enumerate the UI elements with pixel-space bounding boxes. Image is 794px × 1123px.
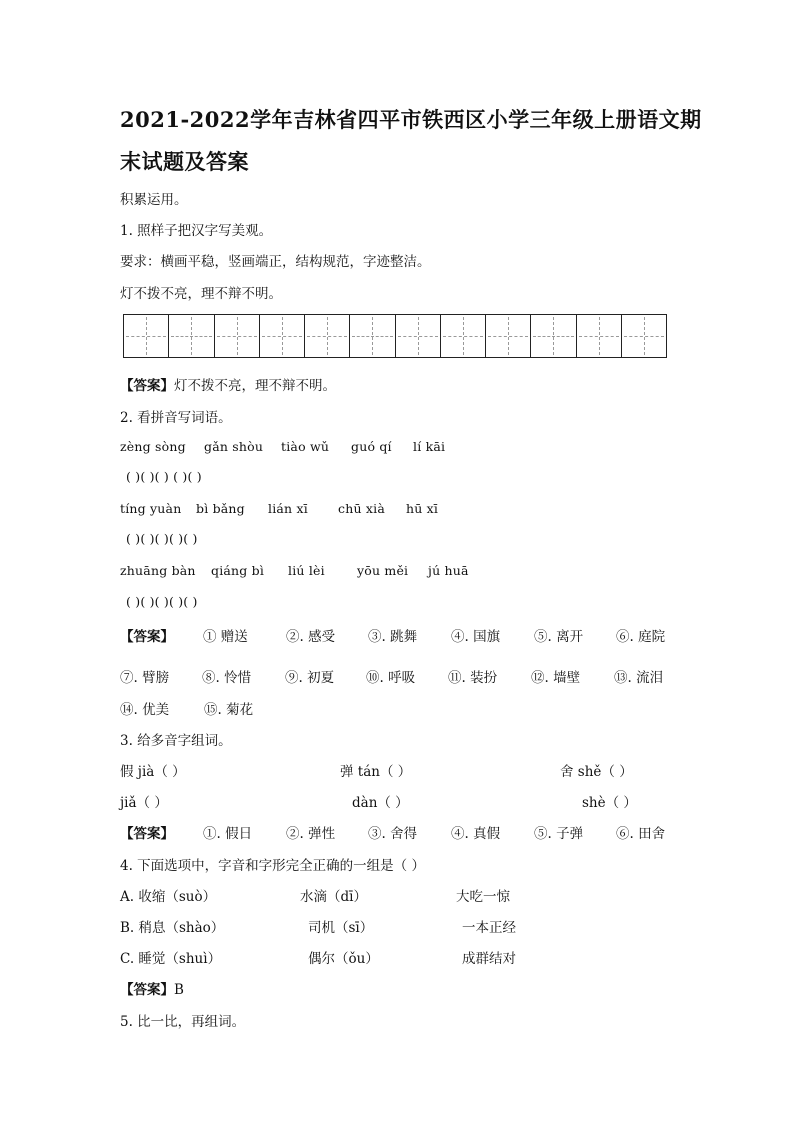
polyphone-item: 弹 tán（ ） [340,764,412,780]
grid-cell [531,315,576,357]
answer-item: ① 赠送 [203,629,248,645]
blank-row: ( )( )( )( )( ) [126,531,198,546]
pinyin: hū xī [406,501,439,516]
pinyin: gǎn shòu [204,439,264,454]
grid-cell [124,315,169,357]
section-heading: 积累运用。 [120,192,188,208]
blank-row: ( )( )( ) ( )( ) [126,469,202,484]
option-c-word: 成群结对 [462,951,516,967]
answer-item: ⑤. 子弹 [534,826,584,842]
pinyin: qiáng bì [211,563,265,578]
option-b-word: 司机（sī） [308,920,374,936]
q2-title: 2. 看拼音写词语。 [120,410,232,426]
pinyin: zhuāng bàn [120,563,196,578]
pinyin: liú lèi [288,563,325,578]
option-a: A. 收缩（suò） [120,889,217,905]
answer-text: B [174,982,184,998]
q1-sample: 灯不拨不亮，理不辩不明。 [120,286,282,302]
grid-cell [486,315,531,357]
grid-cell [260,315,305,357]
writing-grid [123,314,667,358]
polyphone-item: 假 jià（ ） [120,764,186,780]
pinyin: jú huā [428,563,469,578]
option-b-word: 一本正经 [462,920,516,936]
answer-item: ⑧. 怜惜 [202,670,252,686]
answer-item: ⑮. 菊花 [204,702,254,718]
answer-item: ⑨. 初夏 [285,670,335,686]
blank-row: ( )( )( )( )( ) [126,594,198,609]
answer-tag: 【答案】 [120,378,174,394]
answer-item: ⑬. 流泪 [614,670,664,686]
grid-cell [305,315,350,357]
option-b: B. 稍息（shào） [120,920,225,936]
answer-item: ⑥. 庭院 [616,629,666,645]
option-c: C. 睡觉（shuì） [120,951,222,967]
answer-item: ①. 假日 [203,826,253,842]
polyphone-item: dàn（ ） [352,795,409,811]
answer-item: ②. 感受 [286,629,336,645]
option-c-word: 偶尔（ǒu） [308,951,379,967]
q3-title: 3. 给多音字组词。 [120,733,232,749]
page-title-cont: 末试题及答案 [120,149,249,174]
answer-item: ⑦. 臂膀 [120,670,170,686]
answer-tag: 【答案】 [120,982,174,998]
q1-requirement: 要求：横画平稳，竖画端正，结构规范，字迹整洁。 [120,254,431,270]
pinyin: chū xià [338,501,385,516]
answer-tag: 【答案】 [120,826,174,842]
answer-item: ④. 国旗 [451,629,501,645]
grid-cell [441,315,486,357]
polyphone-item: 舍 shě（ ） [560,764,633,780]
grid-cell [215,315,260,357]
answer-item: ⑭. 优美 [120,702,170,718]
pinyin: guó qí [351,439,392,454]
option-a-word: 大吃一惊 [456,889,510,905]
q4-title: 4. 下面选项中，字音和字形完全正确的一组是（ ） [120,858,425,874]
polyphone-item: jiǎ（ ） [120,795,168,811]
grid-cell [577,315,622,357]
pinyin: lí kāi [413,439,446,454]
option-a-word: 水滴（dī） [300,889,367,905]
pinyin: bì bǎng [196,501,245,516]
q1-title: 1. 照样子把汉字写美观。 [120,223,273,239]
answer-item: ⑫. 墙壁 [531,670,581,686]
answer-item: ④. 真假 [451,826,501,842]
q5-title: 5. 比一比，再组词。 [120,1014,246,1030]
page-title: 2021-2022学年吉林省四平市铁西区小学三年级上册语文期 [120,107,702,132]
q4-answer [120,978,184,998]
grid-cell [396,315,441,357]
pinyin: tiào wǔ [281,439,330,454]
grid-cell [622,315,666,357]
polyphone-item: shè（ ） [582,795,637,811]
grid-cell [350,315,395,357]
pinyin: yōu měi [357,563,409,578]
answer-item: ②. 弹性 [286,826,336,842]
answer-tag: 【答案】 [120,629,174,645]
answer-item: ⑥. 田舍 [616,826,666,842]
grid-cell [169,315,214,357]
q1-answer [120,374,336,394]
answer-item: ③. 舍得 [368,826,418,842]
pinyin: lián xī [268,501,308,516]
answer-item: ⑩. 呼吸 [366,670,416,686]
pinyin: zèng sòng [120,439,186,454]
answer-item: ③. 跳舞 [368,629,418,645]
answer-item: ⑪. 装扮 [448,670,498,686]
pinyin: tíng yuàn [120,501,182,516]
answer-text: 灯不拨不亮，理不辩不明。 [174,378,336,394]
answer-item: ⑤. 离开 [534,629,584,645]
